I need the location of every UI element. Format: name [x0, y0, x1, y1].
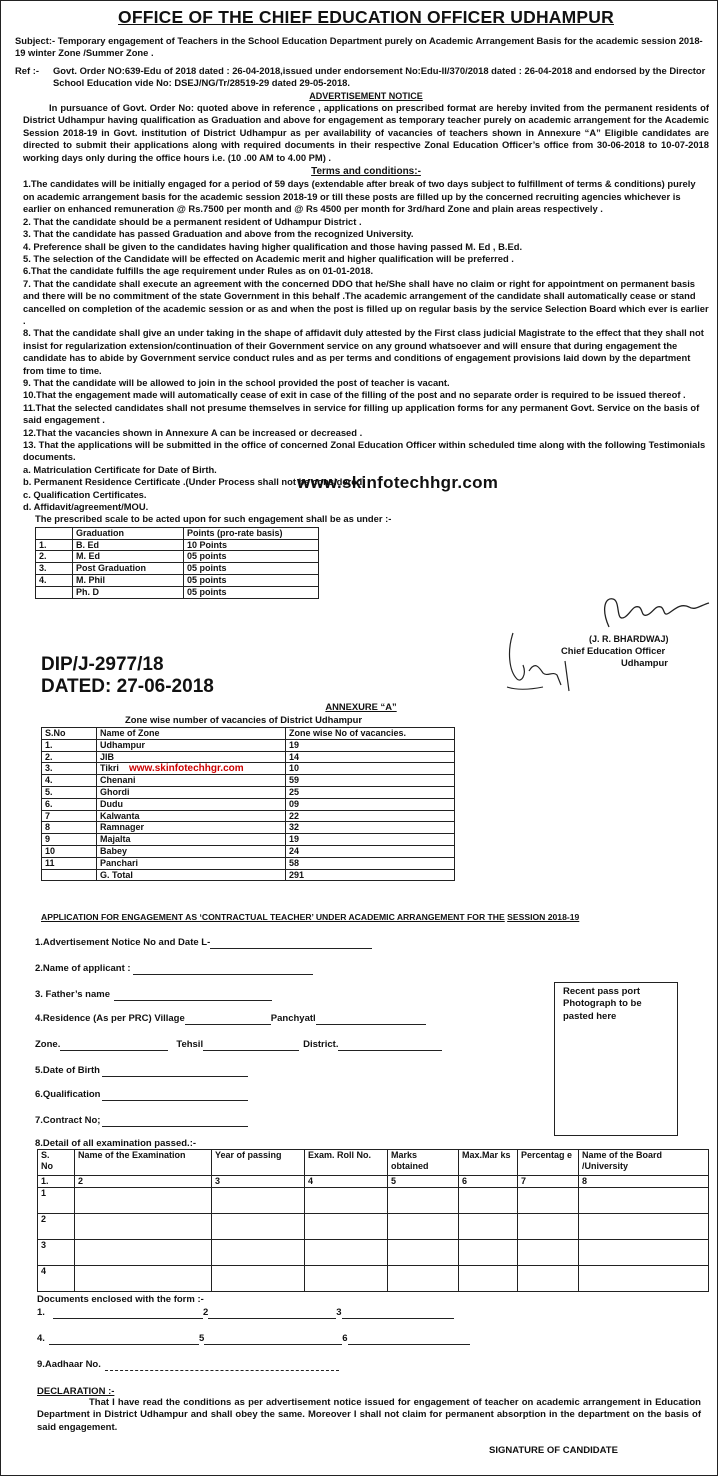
condition-item: 11.That the selected candidates shall not presume themselves in service for filling up application forms for any permanent Govt. Service on the basis of said engagement . — [23, 401, 700, 426]
table-row: G. Total 291 — [42, 869, 455, 881]
document-input-line[interactable] — [208, 1308, 336, 1319]
table-row: 8 Ramnager 32 — [42, 822, 455, 834]
initials-scribble — [499, 631, 583, 695]
condition-item: 2. That the candidate should be a permanent resident of Udhampur District . — [23, 215, 362, 227]
panchayat-input-line[interactable] — [316, 1014, 426, 1025]
table-row: 7 Kalwanta 22 — [42, 810, 455, 822]
field-father-name: 3. Father’s name — [35, 989, 272, 1001]
zone-input-line[interactable] — [60, 1040, 168, 1051]
officer-name: (J. R. BHARDWAJ) — [589, 634, 669, 644]
field-advertisement-notice: 1.Advertisement Notice No and Date L- — [35, 937, 372, 949]
village-input-line[interactable] — [185, 1014, 271, 1025]
photo-box[interactable] — [554, 982, 678, 1136]
watermark-text: www.skinfotechhgr.com — [297, 473, 499, 492]
condition-item: 12.That the vacancies shown in Annexure A can be increased or decreased . — [23, 426, 363, 438]
testimonial-item: d. Affidavit/agreement/MOU. — [23, 501, 149, 513]
table-row[interactable]: 2 — [38, 1213, 709, 1239]
testimonial-item: b. Permanent Residence Certificate .(Under Process shall not be considered) — [23, 476, 366, 488]
watermark-small-text: www.skinfotechhgr.com — [129, 763, 244, 774]
condition-item: 6.That the candidate fulfills the age requirement under Rules as on 01-01-2018. — [23, 265, 374, 277]
candidate-signature-label: SIGNATURE OF CANDIDATE — [489, 1445, 618, 1456]
annexure-title: ANNEXURE “A” — [325, 701, 397, 712]
scale-table — [35, 527, 319, 599]
table-row[interactable]: 3 — [38, 1239, 709, 1265]
officer-signature-scribble — [591, 593, 717, 637]
reference-block — [15, 65, 709, 90]
condition-item: 10.That the engagement made will automatically cease of exit in case of the filling of the post and no separate order is required to be issued thereof . — [23, 389, 686, 401]
notice-paragraph: In pursuance of Govt. Order No: quoted above in reference , applications on prescribed format are hereby invited from the permanent residents of District Udhampur having qualification as Graduation and above for engagement as temporary teacher purely on academic arrangement for the Academic Session 2018-19 in Govt. institution of District Udhampur as per availability of vacancies of teachers shown in Annexure “A” Eligible candidates are directed to submit their applications along with required documents in their respective Zonal Education Officer’s office from 30-06-2018 to 10-07-2018 working days only during the office hours i.e. (10 .00 AM to 4.00 PM) . — [23, 102, 709, 163]
table-row: 10 Babey 24 — [42, 845, 455, 857]
field-date-of-birth: 5.Date of Birth — [35, 1065, 248, 1077]
document-input-line[interactable] — [342, 1308, 454, 1319]
terms-heading: Terms and conditions:- — [311, 166, 421, 178]
table-row: 3. Tikri 10 — [42, 763, 455, 775]
condition-item: 8. That the candidate shall give an under taking in the shape of affidavit duly attested by the First class judicial Magistrate to the effect that they shall not insist for regularization extension/continuation of their Government service on any ground whatsoever and will ensure that during engagement the candidate has to abide by Government service conduct rules and as per terms and conditions of engagement provisions laid down by the department from time to time. — [23, 327, 704, 376]
contract-input-line[interactable] — [102, 1116, 248, 1127]
ref-text: Govt. Order NO:639-Edu of 2018 dated : 26-04-2018,issued under endorsement No:Edu-II/370/2018 dated : 26-04-2018 and endorsed by the Director School Education vide No: DSEJ/NG/Tr/28519-29 dated 29-05-2018. — [53, 64, 706, 89]
declaration-heading: DECLARATION :- — [37, 1386, 115, 1397]
table-row: 5. Ghordi 25 — [42, 786, 455, 798]
table-row: S.No Name of Zone Zone wise No of vacancies. — [42, 728, 455, 740]
field-residence: 4.Residence (As per PRC) Village Panchyatl — [35, 1013, 426, 1025]
officer-place: Udhampur — [621, 657, 668, 668]
declaration-text: That I have read the conditions as per advertisement notice issued for engagement of teacher on academic arrangement in Education Department in District Udhampur and shall obey the same. Moreover I shall not claim for permanent absorption in the department on the basis of said engagement. — [37, 1397, 701, 1433]
advertisement-input-line[interactable] — [210, 938, 372, 949]
field-contract-no: 7.Contract No; — [35, 1115, 248, 1127]
table-row: 3. Post Graduation 05 points — [36, 563, 319, 575]
dob-input-line[interactable] — [102, 1066, 248, 1077]
conditions-list — [23, 178, 709, 463]
condition-item: 1.The candidates will be initially engaged for a period of 59 days (extendable after break of two days subject to fulfillment of terms & conditions) purely on academic arrangement basis for the academic session 2018-19 or till these posts are filled up by the concerned recruiting agencies whichever is earlier on enhanced remuneration @ Rs.7500 per month and @ Rs 4500 per month for 3rd/hard Zone and plain areas respectively . — [23, 178, 696, 215]
documents-row-2: 4. 5 6 — [37, 1333, 470, 1345]
subject-line: Subject:- Temporary engagement of Teachers in the School Education Department purely on Academic Arrangement Basis for the academic session 2018-19 winter Zone /Summer Zone . — [15, 35, 703, 59]
table-row: 4. M. Phil 05 points — [36, 575, 319, 587]
field-applicant-name: 2.Name of applicant : — [35, 963, 313, 975]
table-row: 1. B. Ed 10 Points — [36, 539, 319, 551]
ref-label: Ref :- — [15, 64, 39, 76]
dip-number: DIP/J-2977/18 — [41, 654, 164, 675]
table-row: 6. Dudu 09 — [42, 798, 455, 810]
field-aadhaar: 9.Aadhaar No. — [37, 1359, 339, 1371]
document-input-line[interactable] — [53, 1308, 203, 1319]
table-row: 2. M. Ed 05 points — [36, 551, 319, 563]
condition-item: 3. That the candidate has passed Graduation and above from the recognized University. — [23, 228, 414, 240]
photo-box-label: Recent pass port Photograph to be pasted here — [563, 986, 642, 1022]
dip-date: DATED: 27-06-2018 — [41, 676, 214, 697]
exam-details-heading: 8.Detail of all examination passed.:- — [35, 1138, 197, 1149]
field-qualification: 6.Qualification — [35, 1089, 248, 1101]
documents-heading: Documents enclosed with the form :- — [37, 1294, 204, 1305]
notice-heading: ADVERTISEMENT NOTICE — [309, 90, 423, 101]
form-heading: APPLICATION FOR ENGAGEMENT AS ‘CONTRACTUAL TEACHER’ UNDER ACADEMIC ARRANGEMENT FOR THE SESSION 2018-19 — [41, 912, 580, 922]
documents-row-1: 1. 2 3 — [37, 1307, 454, 1319]
father-name-input-line[interactable] — [114, 990, 272, 1001]
tehsil-input-line[interactable] — [203, 1040, 299, 1051]
table-row: 1. Udhampur 19 — [42, 739, 455, 751]
officer-designation: Chief Education Officer — [561, 645, 666, 656]
document-input-line[interactable] — [49, 1334, 199, 1345]
testimonial-item: c. Qualification Certificates. — [23, 488, 147, 500]
vacancy-table — [41, 727, 455, 881]
table-row[interactable]: 1 — [38, 1187, 709, 1213]
table-row: Graduation Points (pro-rate basis) — [36, 527, 319, 539]
document-input-line[interactable] — [348, 1334, 470, 1345]
annexure-subtitle: Zone wise number of vacancies of District Udhampur — [125, 714, 363, 725]
table-row: Ph. D 05 points — [36, 586, 319, 598]
scale-intro: The prescribed scale to be acted upon for such engagement shall be as under :- — [35, 513, 392, 525]
condition-item: 7. That the candidate shall execute an agreement with the concerned DDO that he/She shall have no claim or right for appointment on permanent basis and there will be no commitment of the state Government in this behalf .The academic arrangement of the candidate shall automatically cease or stand cancelled on completion of the academic session or as and when the post is filled up on regular basis by the service Selection Board which ever is earlier . — [23, 277, 709, 326]
table-row: 2. JIB 14 — [42, 751, 455, 763]
district-input-line[interactable] — [338, 1040, 442, 1051]
condition-item: 9. That the candidate will be allowed to join in the school provided the post of teacher is vacant. — [23, 376, 450, 388]
table-row: 4. Chenani 59 — [42, 775, 455, 787]
aadhaar-input-line[interactable] — [105, 1360, 339, 1371]
table-row: S. No Name of the Examination Year of passing Exam. Roll No. Marks obtained Max.Mar ks Percentag e Name of the Board /University — [38, 1150, 709, 1176]
table-row: 1. 2 3 4 5 6 7 8 — [38, 1176, 709, 1188]
condition-item: 13. That the applications will be submitted in the office of concerned Zonal Education Officer within scheduled time along with the following Testimonials documents. — [23, 439, 706, 463]
table-row: 11 Panchari 58 — [42, 857, 455, 869]
condition-item: 5. The selection of the Candidate will be effected on Academic merit and higher qualification will be preferred . — [23, 252, 514, 264]
table-row: 9 Majalta 19 — [42, 834, 455, 846]
condition-item: 4. Preference shall be given to the candidates having higher qualification and those having passed M. Ed , B.Ed. — [23, 240, 523, 252]
testimonial-item: a. Matriculation Certificate for Date of Birth. — [23, 463, 217, 475]
qualification-input-line[interactable] — [102, 1090, 248, 1101]
document-input-line[interactable] — [204, 1334, 342, 1345]
field-zone-tehsil-district: Zone. Tehsil District. — [35, 1039, 442, 1051]
table-row[interactable]: 4 — [38, 1265, 709, 1291]
applicant-name-input-line[interactable] — [133, 964, 313, 975]
page-title: OFFICE OF THE CHIEF EDUCATION OFFICER UDHAMPUR — [118, 7, 614, 27]
exam-table — [37, 1149, 709, 1292]
